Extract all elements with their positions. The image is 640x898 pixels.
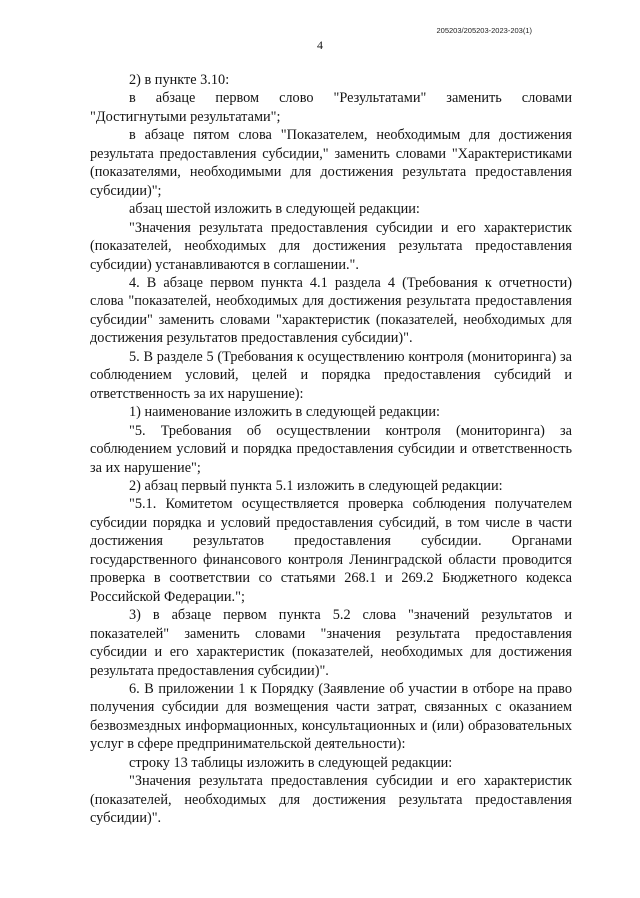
page-number: 4 xyxy=(317,38,323,52)
paragraph: 3) в абзаце первом пункта 5.2 слова "значений результатов и показателей" заменить словами "значения результата предоставления субсидии и его характеристик (показателей, необходимых для достижения результата предоставления субсидии)". xyxy=(90,607,572,679)
paragraph: "5. Требования об осуществлении контроля (мониторинга) за соблюдением условий и порядка предоставления субсидии и ответственность за их нарушение"; xyxy=(90,422,572,476)
paragraph: 1) наименование изложить в следующей редакции: xyxy=(129,404,440,421)
paragraph: абзац шестой изложить в следующей редакции: xyxy=(129,201,420,218)
paragraph: строку 13 таблицы изложить в следующей редакции: xyxy=(129,754,453,771)
paragraph: 2) абзац первый пункта 5.1 изложить в следующей редакции: xyxy=(129,477,503,494)
paragraph: 4. В абзаце первом пункта 4.1 раздела 4 (Требования к отчетности) слова "показателей, необходимых для достижения результата предоставления субсидии" заменить словами "характеристик (показателей, необходимых для достижения результатов предоставления субсидии)". xyxy=(90,274,572,347)
paragraph: "Значения результата предоставления субсидии и его характеристик (показателей, необходимых для достижения результата предоставления субсидии)". xyxy=(90,773,572,827)
paragraph: в абзаце первом слово "Результатами" заменить словами "Достигнутыми результатами"; xyxy=(90,90,572,125)
document-body xyxy=(90,71,572,828)
paragraph: 5. В разделе 5 (Требования к осуществлению контроля (мониторинга) за соблюдением условий, целей и порядка предоставления субсидий и ответственность за их нарушение): xyxy=(90,348,572,402)
paragraph: 6. В приложении 1 к Порядку (Заявление об участии в отборе на право получения субсидии для возмещения части затрат, связанных с оказанием безвозмездных информационных, консультационных и (или) образовательных услуг в сфере предпринимательской деятельности): xyxy=(90,680,572,753)
paragraph: "Значения результата предоставления субсидии и его характеристик (показателей, необходимых для достижения результата предоставления субсидии) устанавливаются в соглашении.". xyxy=(90,219,572,273)
paragraph: 2) в пункте 3.10: xyxy=(129,72,230,88)
paragraph: "5.1. Комитетом осуществляется проверка соблюдения получателем субсидии порядка и условий предоставления субсидий, в том числе в части достижения результатов предоставления субсидии. Органами государственного финансового контроля Ленинградской области проводится проверка в соответствии со статьями 268.1 и 269.2 Бюджетного кодекса Российской Федерации."; xyxy=(90,496,572,605)
paragraph: в абзаце пятом слова "Показателем, необходимым для достижения результата предоставления субсидии," заменить словами "Характеристиками (показателями, необходимыми для достижения результата предоставления субсидии)"; xyxy=(90,127,572,199)
document-id: 205203/205203-2023-203(1) xyxy=(436,26,532,35)
